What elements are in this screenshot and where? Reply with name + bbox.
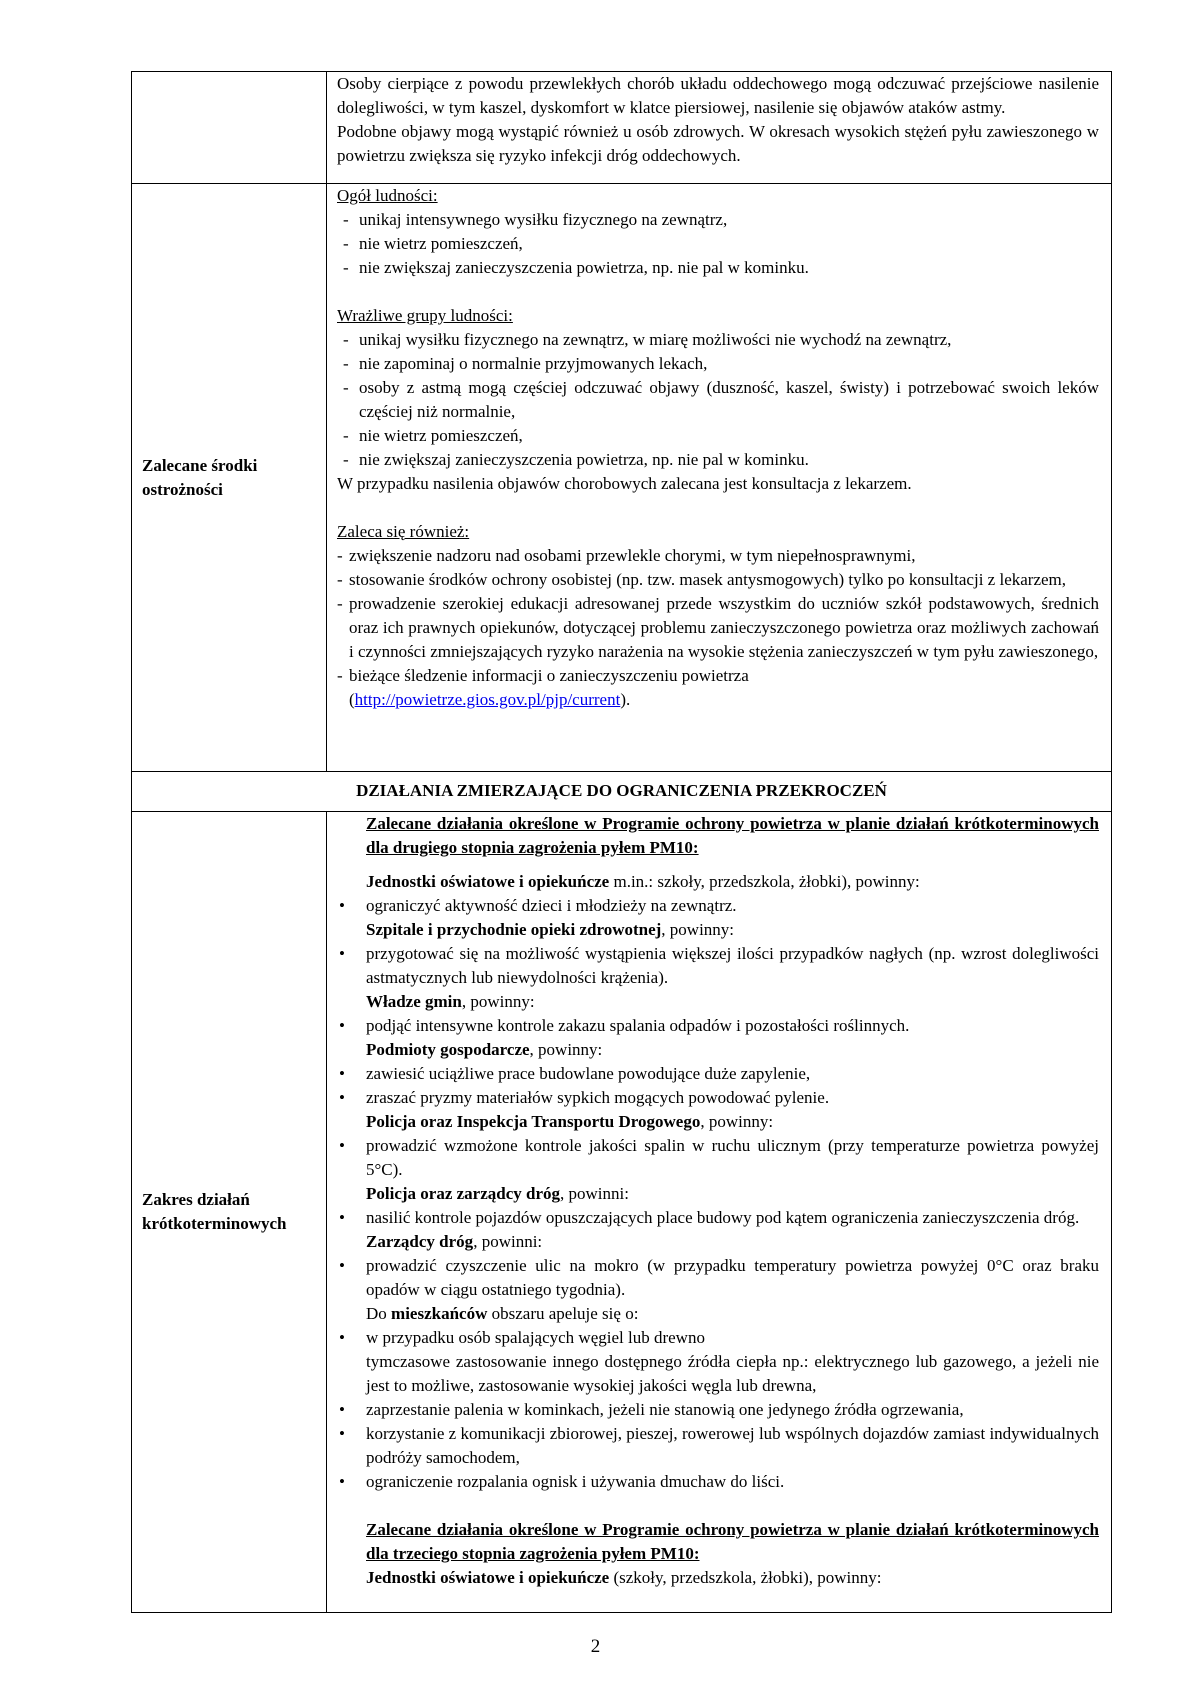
list-item: - nie zapominaj o normalnie przyjmowanych lekach, — [337, 352, 1099, 376]
group-name: Jednostki oświatowe i opiekuńcze — [366, 872, 610, 891]
table-row — [132, 72, 1112, 184]
section-header: DZIAŁANIA ZMIERZAJĄCE DO OGRANICZENIA PRZEKROCZEŃ — [132, 772, 1112, 812]
group-heading — [337, 1038, 1099, 1062]
list-item: - nie wietrz pomieszczeń, — [337, 424, 1099, 448]
shortterm-label — [132, 812, 327, 1613]
group-list — [337, 894, 1099, 918]
list-item: • prowadzić wzmożone kontrole jakości spalin w ruchu ulicznym (przy temperaturze powietrza powyżej 5°C). — [337, 1134, 1099, 1182]
paren: ). — [620, 690, 631, 709]
group-list — [337, 942, 1099, 990]
list-item: • prowadzić czyszczenie ulic na mokro (w przypadku temperatury powietrza powyżej 0°C oraz braku opadów w ciągu ostatniego tygodnia). — [337, 1254, 1099, 1302]
group-name: Policja oraz Inspekcja Transportu Drogowego — [366, 1112, 701, 1131]
list-item: - prowadzenie szerokiej edukacji adresowanej przede wszystkim do uczniów szkół podstawowych, średnich oraz ich prawnych opiekunów, dotyczącej problemu zanieczyszczonego powietrza oraz możliwych zachowań i czynności zmniejszających ryzyko narażenia na wysokie stężenia zanieczyszczeń w tym pyłu zawieszonego, — [337, 592, 1099, 664]
document-table — [131, 71, 1112, 1613]
list-item: - zwiększenie nadzoru nad osobami przewlekle chorymi, w tym niepełnosprawnymi, — [337, 544, 1099, 568]
label-line: Zalecane środki — [142, 455, 258, 475]
precautions-cell — [327, 184, 1112, 772]
paren: ( — [349, 690, 355, 709]
page-number: 2 — [590, 1636, 601, 1657]
list-item: - unikaj wysiłku fizycznego na zewnątrz, w miarę możliwości nie wychodź na zewnątrz, — [337, 328, 1099, 352]
consult-note: W przypadku nasilenia objawów chorobowych zalecana jest konsultacja z lekarzem. — [337, 474, 912, 493]
group-rest: m.in.: szkoły, przedszkola, żłobki), powinny: — [609, 872, 920, 891]
paragraph: Podobne objawy mogą wystąpić również u osób zdrowych. W okresach wysokich stężeń pyłu zawieszonego w powietrzu zwiększa się ryzyko infekcji dróg oddechowych. — [337, 122, 1099, 165]
air-quality-link[interactable]: http://powietrze.gios.gov.pl/pjp/current — [354, 690, 621, 709]
label-line: Zakres działań — [142, 1190, 250, 1209]
list-item-line: w przypadku osób spalających węgiel lub drewno — [366, 1328, 705, 1347]
shortterm-cell — [327, 812, 1112, 1613]
group-name: Policja oraz zarządcy dróg — [366, 1184, 561, 1203]
precautions-label — [132, 184, 327, 772]
list-item: • nasilić kontrole pojazdów opuszczających place budowy pod kątem ograniczenia zanieczyszczenia dróg. — [337, 1206, 1099, 1230]
group-heading — [337, 870, 1099, 894]
residents-heading — [337, 1302, 1099, 1326]
list-item: - unikaj intensywnego wysiłku fizycznego na zewnątrz, — [337, 208, 1099, 232]
residents-pre: Do — [366, 1304, 392, 1323]
group-rest: , powinni: — [560, 1184, 629, 1203]
label-line: ostrożności — [142, 479, 223, 499]
group-list — [337, 1062, 1099, 1110]
group-rest: , powinni: — [473, 1232, 543, 1251]
residents-list — [337, 1326, 1099, 1494]
group-heading — [337, 1182, 1099, 1206]
general-list — [337, 208, 1099, 280]
level2-heading: Zalecane działania określone w Programie ochrony powietrza w planie działań krótkoterminowych dla drugiego stopnia zagrożenia pyłem PM10: — [366, 814, 1099, 857]
group-name: Jednostki oświatowe i opiekuńcze — [366, 1568, 610, 1587]
group-name: Zarządcy dróg — [366, 1232, 474, 1251]
group-rest: , powinny: — [461, 992, 535, 1011]
residents-bold: mieszkańców — [391, 1304, 488, 1323]
group-rest: , powinny: — [700, 1112, 774, 1131]
group-heading — [337, 1110, 1099, 1134]
list-item: - nie zwiększaj zanieczyszczenia powietrza, np. nie pal w kominku. — [337, 256, 1099, 280]
table-row — [132, 184, 1112, 772]
group-name: Władze gmin — [366, 992, 462, 1011]
list-item: • ograniczenie rozpalania ognisk i używania dmuchaw do liści. — [337, 1470, 1099, 1494]
group-heading — [337, 918, 1099, 942]
list-item-text: bieżące śledzenie informacji o zanieczyszczeniu powietrza — [349, 666, 749, 685]
level3-heading: Zalecane działania określone w Programie ochrony powietrza w planie działań krótkoterminowych dla trzeciego stopnia zagrożenia pyłem PM10: — [366, 1520, 1099, 1563]
also-list — [337, 544, 1099, 712]
list-item-line: tymczasowe zastosowanie innego dostępnego źródła ciepła np.: elektrycznego lub gazowego, a jeżeli nie jest to możliwe, zastosowanie wysokiej jakości węgla lub drewna, — [366, 1352, 1099, 1395]
list-item: - osoby z astmą mogą częściej odczuwać objawy (duszność, kaszel, świsty) i potrzebować swoich leków częściej niż normalnie, — [337, 376, 1099, 424]
group-rest: , powinny: — [529, 1040, 603, 1059]
empty-label-cell — [132, 72, 327, 184]
group-name: Podmioty gospodarcze — [366, 1040, 530, 1059]
list-item: • zaprzestanie palenia w kominkach, jeżeli nie stanowią one jedynego źródła ogrzewania, — [337, 1398, 1099, 1422]
group-rest: , powinny: — [661, 920, 735, 939]
list-item: • przygotować się na możliwość wystąpienia większej ilości przypadków nagłych (np. wzrost dolegliwości astmatycznych lub niewydolności krążenia). — [337, 942, 1099, 990]
health-effects-cell — [327, 72, 1112, 184]
list-item: - nie zwiększaj zanieczyszczenia powietrza, np. nie pal w kominku. — [337, 448, 1099, 472]
table-row — [132, 772, 1112, 812]
group-list — [337, 1206, 1099, 1230]
group-list — [337, 1254, 1099, 1302]
list-item: • zraszać pryzmy materiałów sypkich mogących powodować pylenie. — [337, 1086, 1099, 1110]
group-rest: (szkoły, przedszkola, żłobki), powinny: — [609, 1568, 882, 1587]
list-item: - stosowanie środków ochrony osobistej (np. tzw. masek antysmogowych) tylko po konsultacji z lekarzem, — [337, 568, 1099, 592]
also-heading: Zaleca się również: — [337, 522, 470, 541]
list-item: • ograniczyć aktywność dzieci i młodzieży na zewnątrz. — [337, 894, 1099, 918]
group-heading — [337, 1230, 1099, 1254]
list-item: • korzystanie z komunikacji zbiorowej, pieszej, rowerowej lub wspólnych dojazdów zamiast indywidualnych podróży samochodem, — [337, 1422, 1099, 1470]
list-item — [337, 1326, 1099, 1398]
list-item: • zawiesić uciążliwe prace budowlane powodujące duże zapylenie, — [337, 1062, 1099, 1086]
list-item: - nie wietrz pomieszczeń, — [337, 232, 1099, 256]
group-list — [337, 1134, 1099, 1182]
sensitive-heading: Wrażliwe grupy ludności: — [337, 306, 513, 325]
group-name: Szpitale i przychodnie opieki zdrowotnej — [366, 920, 662, 939]
list-item: • podjąć intensywne kontrole zakazu spalania odpadów i pozostałości roślinnych. — [337, 1014, 1099, 1038]
group-heading — [337, 990, 1099, 1014]
label-line: krótkoterminowych — [142, 1214, 287, 1233]
residents-post: obszaru apeluje się o: — [487, 1304, 639, 1323]
group-heading — [337, 1566, 1099, 1590]
group-list — [337, 1014, 1099, 1038]
general-heading: Ogół ludności: — [337, 186, 438, 205]
table-row — [132, 812, 1112, 1613]
list-item — [337, 664, 1099, 712]
sensitive-list — [337, 328, 1099, 472]
paragraph: Osoby cierpiące z powodu przewlekłych chorób układu oddechowego mogą odczuwać przejściowe nasilenie dolegliwości, w tym kaszel, dyskomfort w klatce piersiowej, nasilenie się objawów ataków astmy. — [337, 74, 1099, 117]
